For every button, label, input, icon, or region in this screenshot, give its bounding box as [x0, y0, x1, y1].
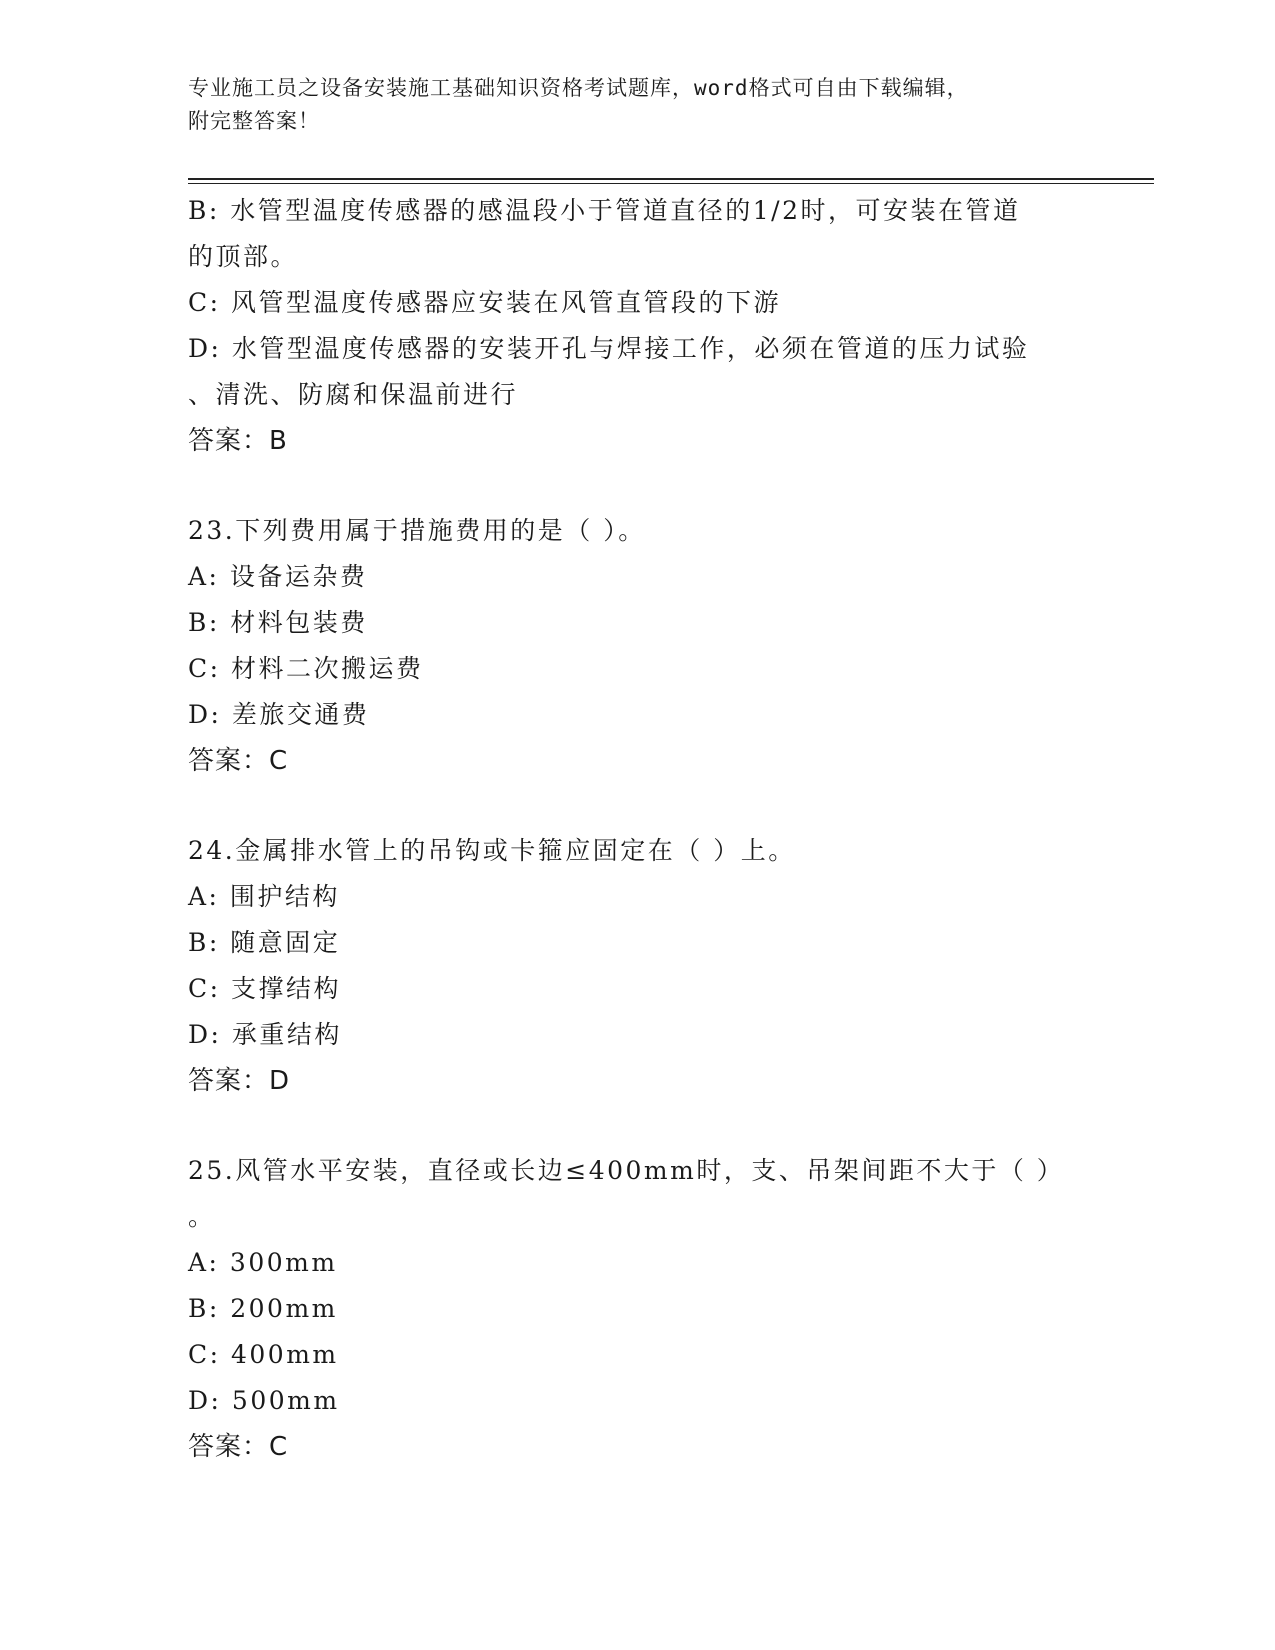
- answer-line: 答案：C: [188, 746, 289, 776]
- option-b-continued: 的顶部。: [188, 242, 299, 271]
- answer-line: 答案：D: [188, 1066, 291, 1096]
- option-d-continued: 、清洗、防腐和保温前进行: [188, 380, 519, 409]
- header-divider-thick: [188, 178, 1154, 180]
- document-body: [188, 188, 1088, 1470]
- header-line-2: 附完整答案！: [188, 109, 320, 133]
- question-24: [188, 828, 1088, 1104]
- option-a: A: 300mm: [188, 1248, 338, 1277]
- option-c: C: 400mm: [188, 1340, 339, 1369]
- header-line-1: 专业施工员之设备安装施工基础知识资格考试题库，word格式可自由下载编辑，: [188, 76, 969, 100]
- option-d: D: 水管型温度传感器的安装开孔与焊接工作，必须在管道的压力试验: [188, 334, 1030, 363]
- document-header: [188, 72, 1068, 138]
- option-b: B: 水管型温度传感器的感温段小于管道直径的1/2时，可安装在管道: [188, 196, 1021, 225]
- option-d: D: 500mm: [188, 1386, 340, 1415]
- question-spacer: [188, 464, 1088, 508]
- question-title: 23.下列费用属于措施费用的是（ ）。: [188, 516, 646, 545]
- option-b: B: 材料包装费: [188, 608, 368, 637]
- question-spacer: [188, 784, 1088, 828]
- option-d: D: 差旅交通费: [188, 700, 370, 729]
- option-d: D: 承重结构: [188, 1020, 342, 1049]
- option-c: C: 支撑结构: [188, 974, 341, 1003]
- question-title: 24.金属排水管上的吊钩或卡箍应固定在（ ）上。: [188, 836, 796, 865]
- question-22-continuation: [188, 188, 1088, 464]
- option-c: C: 材料二次搬运费: [188, 654, 424, 683]
- answer-line: 答案：B: [188, 426, 288, 456]
- question-title: 25.风管水平安装，直径或长边≤400mm时，支、吊架间距不大于（ ）: [188, 1156, 1065, 1185]
- answer-line: 答案：C: [188, 1432, 289, 1462]
- option-a: A: 设备运杂费: [188, 562, 368, 591]
- question-spacer: [188, 1104, 1088, 1148]
- question-23: [188, 508, 1088, 784]
- option-a: A: 围护结构: [188, 882, 340, 911]
- header-divider-thin: [188, 183, 1154, 184]
- option-b: B: 随意固定: [188, 928, 341, 957]
- option-c: C: 风管型温度传感器应安装在风管直管段的下游: [188, 288, 781, 317]
- question-title-continued: 。: [188, 1202, 216, 1231]
- question-25: [188, 1148, 1088, 1470]
- option-b: B: 200mm: [188, 1294, 338, 1323]
